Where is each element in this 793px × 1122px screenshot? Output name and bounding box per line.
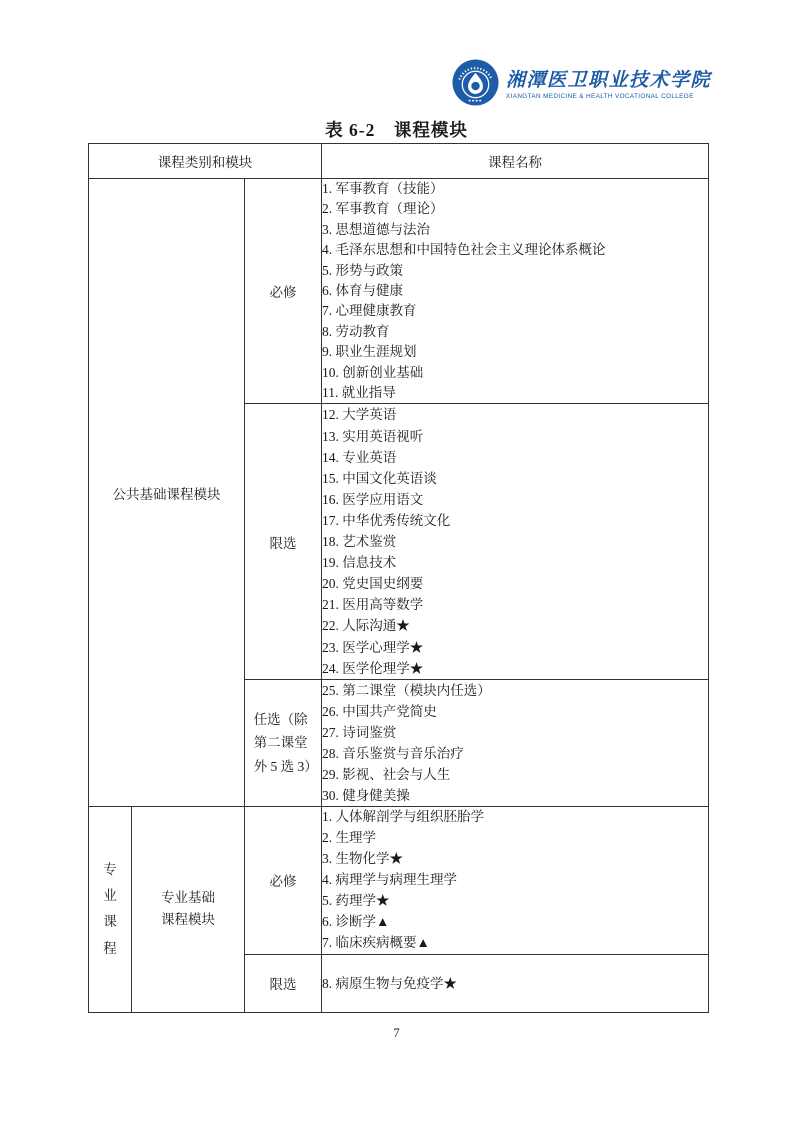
course-item: 1. 人体解剖学与组织胚胎学 bbox=[322, 809, 485, 825]
course-item: 7. 临床疾病概要▲ bbox=[322, 934, 430, 950]
course-item: 27. 诗词鉴赏 bbox=[322, 724, 397, 740]
course-item: 2. 生理学 bbox=[322, 830, 377, 846]
course-item: 13. 实用英语视听 bbox=[322, 428, 424, 444]
module-type-limited-elective: 限选 bbox=[245, 404, 322, 679]
course-item: 3. 思想道德与法治 bbox=[322, 221, 431, 237]
course-item: 2. 军事教育（理论） bbox=[322, 201, 444, 217]
module-type-limited-elective-pro: 限选 bbox=[245, 954, 322, 1012]
course-item: 20. 党史国史纲要 bbox=[322, 576, 424, 592]
header-category-module: 课程类别和模块 bbox=[89, 144, 322, 179]
course-item: 16. 医学应用语文 bbox=[322, 491, 424, 507]
course-item: 4. 病理学与病理生理学 bbox=[322, 871, 458, 887]
course-item: 22. 人际沟通★ bbox=[322, 618, 410, 634]
course-list-free-elective bbox=[322, 679, 709, 807]
course-item: 28. 音乐鉴赏与音乐治疗 bbox=[322, 745, 464, 761]
course-item: 1. 军事教育（技能） bbox=[322, 181, 444, 196]
course-item: 11. 就业指导 bbox=[322, 385, 396, 401]
course-item: 6. 体育与健康 bbox=[322, 283, 404, 299]
course-list-limited-elective-pro bbox=[322, 954, 709, 1012]
course-item: 19. 信息技术 bbox=[322, 555, 397, 571]
course-module-table bbox=[88, 143, 709, 1013]
course-item: 5. 药理学★ bbox=[322, 892, 390, 908]
course-item: 7. 心理健康教育 bbox=[322, 303, 417, 319]
course-item: 26. 中国共产党简史 bbox=[322, 703, 437, 719]
course-item: 15. 中国文化英语谈 bbox=[322, 470, 437, 486]
college-name-en: XIANGTAN MEDICINE & HEALTH VOCATIONAL COLLEGE bbox=[505, 93, 694, 101]
category-professional: 专业课程 bbox=[89, 807, 132, 1012]
course-item: 25. 第二课堂（模块内任选） bbox=[322, 682, 491, 698]
module-type-required: 必修 bbox=[245, 179, 322, 404]
course-item: 24. 医学伦理学★ bbox=[322, 660, 424, 676]
course-item: 17. 中华优秀传统文化 bbox=[322, 512, 451, 528]
college-emblem-icon bbox=[452, 59, 499, 111]
course-item: 8. 病原生物与免疫学★ bbox=[322, 975, 458, 991]
course-item: 14. 专业英语 bbox=[322, 449, 397, 465]
course-item: 18. 艺术鉴赏 bbox=[322, 534, 397, 550]
table-row bbox=[89, 807, 709, 954]
header-course-name: 课程名称 bbox=[322, 144, 709, 179]
college-name-block bbox=[506, 70, 711, 101]
table-header-row bbox=[89, 144, 709, 179]
course-item: 10. 创新创业基础 bbox=[322, 364, 424, 380]
course-item: 29. 影视、社会与人生 bbox=[322, 767, 451, 783]
category-public-basic: 公共基础课程模块 bbox=[89, 179, 245, 807]
course-item: 30. 健身健美操 bbox=[322, 788, 410, 804]
table-title: 表 6-2 课程模块 bbox=[325, 120, 468, 140]
college-name-zh: 湘潭医卫职业技术学院 bbox=[505, 69, 711, 91]
course-list-required-pro bbox=[322, 807, 709, 954]
category-professional-basic: 专业基础课程模块 bbox=[132, 807, 245, 1012]
college-logo bbox=[452, 59, 711, 111]
course-item: 12. 大学英语 bbox=[322, 407, 397, 423]
course-item: 23. 医学心理学★ bbox=[322, 639, 424, 655]
course-item: 21. 医用高等数学 bbox=[322, 597, 424, 613]
course-item: 6. 诊断学▲ bbox=[322, 913, 390, 929]
course-list-limited-elective bbox=[322, 404, 709, 679]
course-item: 5. 形势与政策 bbox=[322, 262, 404, 278]
course-item: 3. 生物化学★ bbox=[322, 851, 404, 867]
table-row bbox=[89, 179, 709, 404]
course-item: 9. 职业生涯规划 bbox=[322, 344, 417, 360]
module-type-required-pro: 必修 bbox=[245, 807, 322, 954]
course-item: 4. 毛泽东思想和中国特色社会主义理论体系概论 bbox=[322, 242, 606, 258]
course-item: 8. 劳动教育 bbox=[322, 323, 390, 339]
course-list-required bbox=[322, 179, 709, 404]
module-type-free-elective: 任选（除第二课堂外 5 选 3） bbox=[245, 679, 322, 807]
page-number: 7 bbox=[393, 1026, 400, 1040]
